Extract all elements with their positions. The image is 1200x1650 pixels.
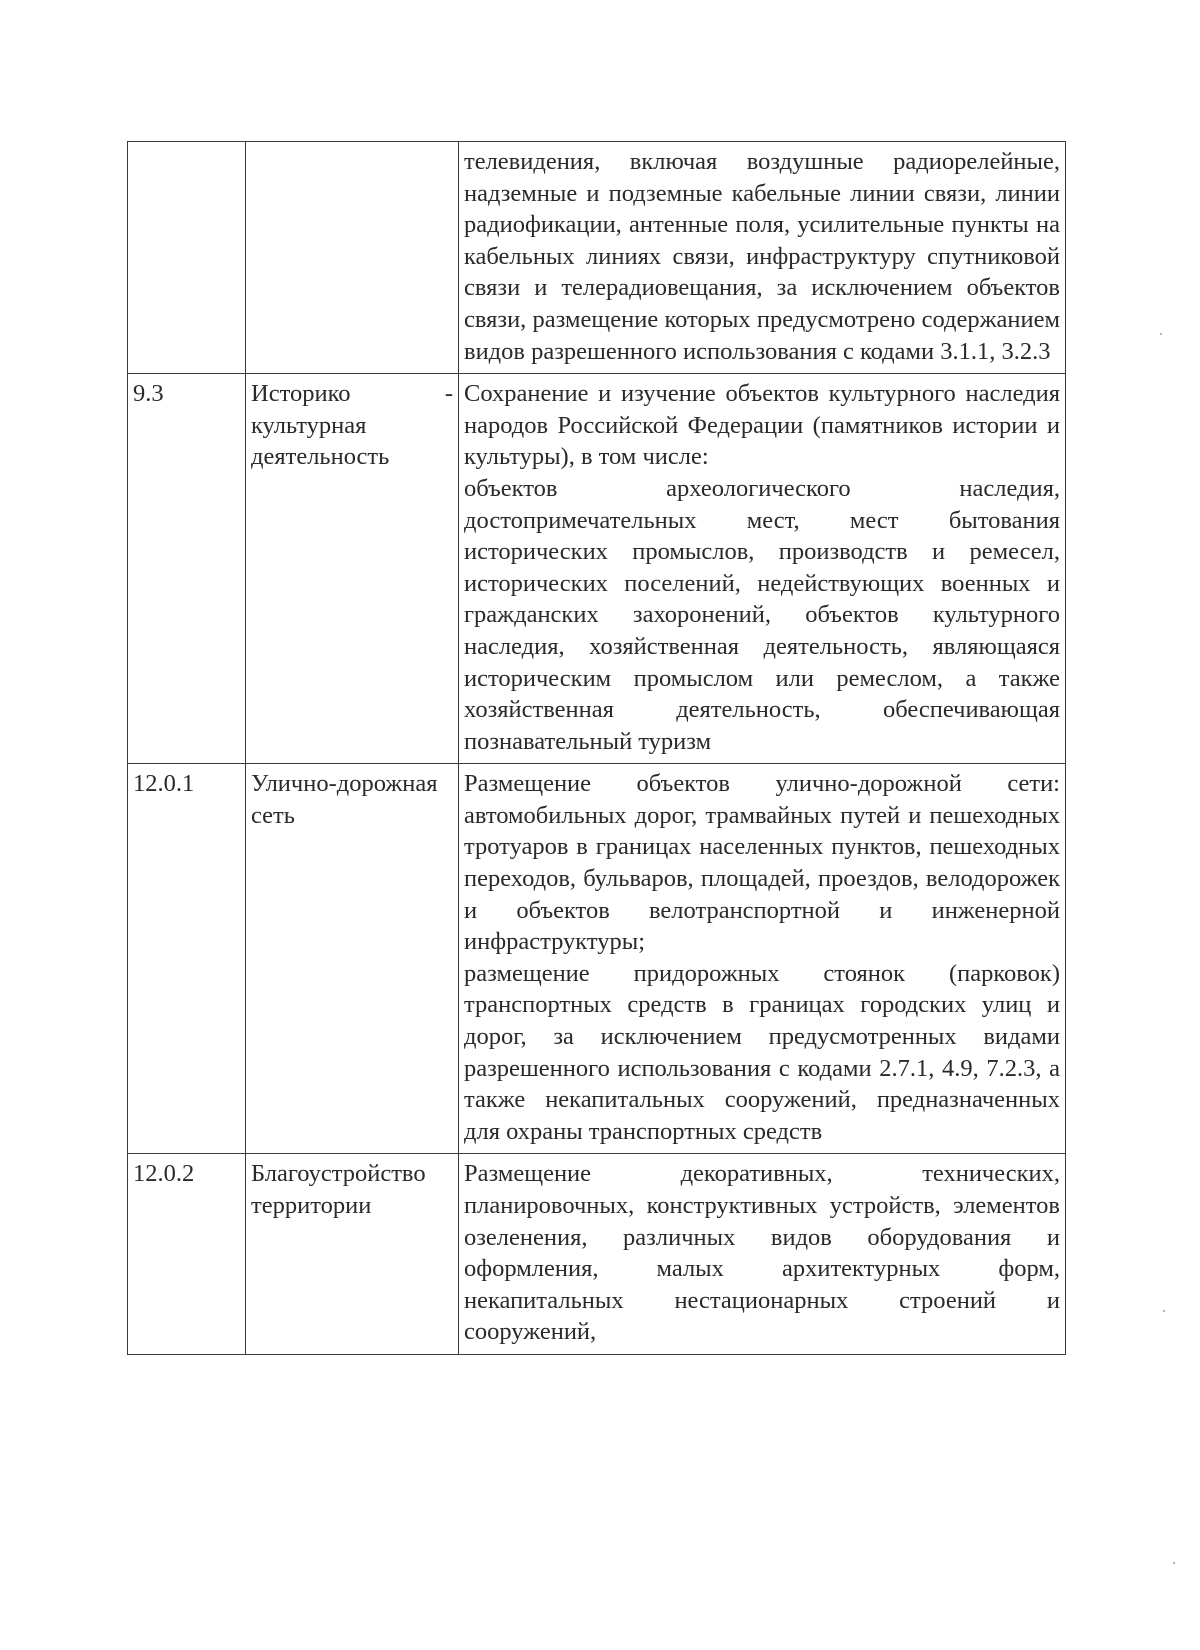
row-name-dash: -: [444, 380, 453, 408]
row-code: [128, 142, 246, 374]
row-name: Благоустройство территории: [246, 1154, 459, 1355]
row-name-part: культурная деятельность: [251, 411, 390, 471]
description-paragraph: Сохранение и изучение объектов культурного наследия народов Российской Федерации (памятников истории и культуры), в том числе:: [464, 380, 1060, 471]
row-description: [459, 142, 1066, 374]
row-description: [459, 1154, 1066, 1355]
description-paragraph: телевидения, включая воздушные радиорелейные, надземные и подземные кабельные линии связи, линии радиофикации, антенные поля, усилительные пункты на кабельных линиях связи, инфраструктуру спутниковой связи и телерадиовещания, за исключением объектов связи, размещение которых предусмотрено содержанием видов разрешенного использования с кодами 3.1.1, 3.2.3: [464, 148, 1060, 365]
row-description: [459, 374, 1066, 764]
description-paragraph: Размещение декоративных, технических, планировочных, конструктивных устройств, элементов озеленения, различных видов оборудования и оформления, малых архитектурных форм, некапитальных нестационарных строений и сооружений,: [464, 1160, 1060, 1346]
table-row: [128, 764, 1066, 1154]
row-code: 12.0.1: [128, 764, 246, 1154]
row-code: 12.0.2: [128, 1154, 246, 1355]
row-name: Улично-дорожная сеть: [246, 764, 459, 1154]
row-description: [459, 764, 1066, 1154]
table-row: [128, 374, 1066, 764]
description-paragraph: размещение придорожных стоянок (парковок) транспортных средств в границах городских улиц и дорог, за исключением предусмотренных видами разрешенного использования с кодами 2.7.1, 4.9, 7.2.3, а также некапитальных сооружений, предназначенных для охраны транспортных средств: [464, 959, 1060, 1145]
row-name: [246, 142, 459, 374]
table-row: [128, 1154, 1066, 1355]
scan-speck: [1163, 1310, 1165, 1312]
land-use-table: [127, 141, 1066, 1355]
scan-speck: [1173, 1562, 1175, 1564]
description-paragraph: объектов археологического наследия, достопримечательных мест, мест бытования исторических промыслов, производств и ремесел, исторических поселений, недействующих военных и гражданских захоронений, объектов культурного наследия, хозяйственная деятельность, являющаяся историческим промыслом или ремеслом, а также хозяйственная деятельность, обеспечивающая познавательный туризм: [464, 474, 1060, 755]
row-name-part: Историко: [251, 380, 351, 408]
row-code: 9.3: [128, 374, 246, 764]
description-paragraph: Размещение объектов улично-дорожной сети: автомобильных дорог, трамвайных путей и пешеходных тротуаров в границах населенных пунктов, пешеходных переходов, бульваров, площадей, проездов, велодорожек и объектов велотранспортной и инженерной инфраструктуры;: [464, 770, 1060, 956]
table-row: [128, 142, 1066, 374]
row-name: [246, 374, 459, 764]
scan-speck: [1160, 333, 1162, 335]
